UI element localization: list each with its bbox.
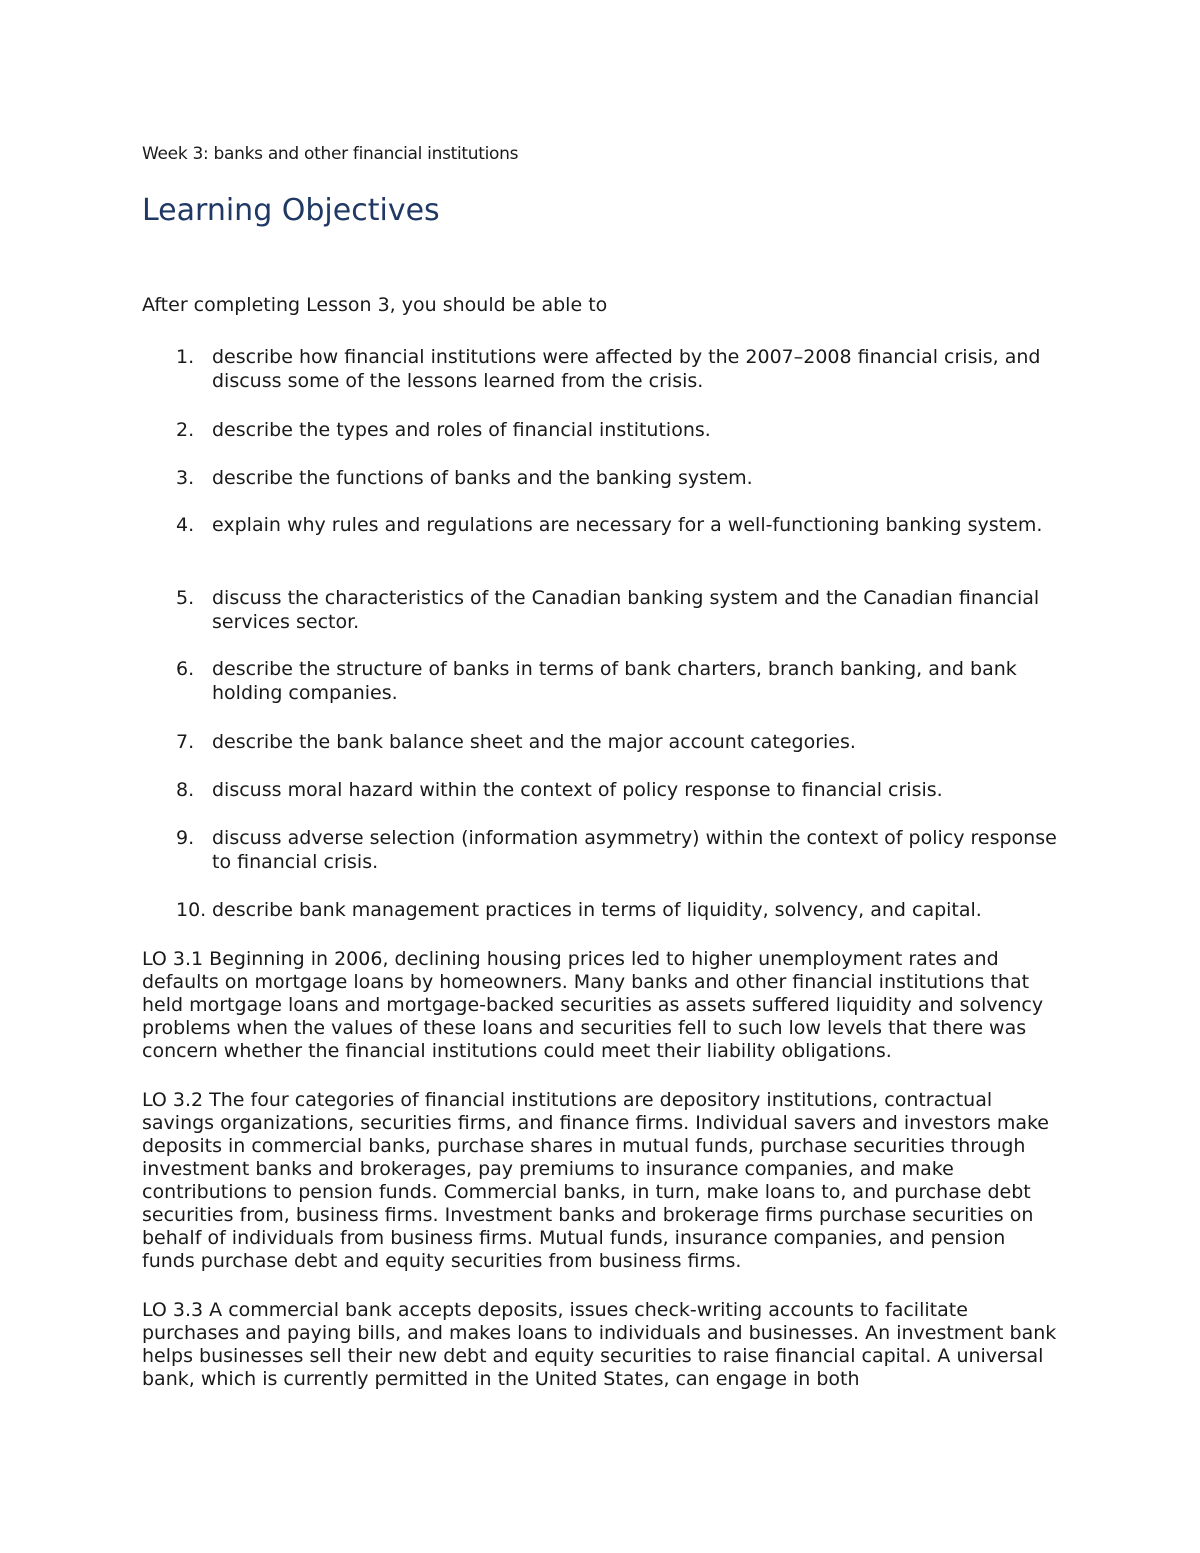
objective-text: describe how financial institutions were affected by the 2007–2008 financial crisis, and discuss some of the lessons learned from the crisis. (212, 346, 1041, 392)
intro-text: After completing Lesson 3, you should be able to (142, 294, 608, 316)
objective-number: 3. (176, 467, 195, 489)
week-header: Week 3: banks and other financial institutions (142, 144, 519, 164)
objective-text: discuss moral hazard within the context of policy response to financial crisis. (212, 779, 943, 801)
objective-number: 8. (176, 779, 195, 801)
objective-text: describe the bank balance sheet and the major account categories. (212, 731, 856, 753)
lo-paragraph: LO 3.2 The four categories of financial institutions are depository institutions, contractual savings organizations, securities firms, and finance firms. Individual savers and investors make deposits in commercial banks, purchase shares in mutual funds, purchase securities through investment banks and brokerages, pay premiums to insurance companies, and make contributions to pension funds. Commercial banks, in turn, make loans to, and purchase debt securities from, business firms. Investment banks and brokerage firms purchase securities on behalf of individuals from business firms. Mutual funds, insurance companies, and pension funds purchase debt and equity securities from business firms. (142, 1089, 1049, 1272)
objective-text: discuss adverse selection (information asymmetry) within the context of policy response to financial crisis. (212, 827, 1057, 873)
objective-number: 1. (176, 346, 195, 368)
objective-number: 7. (176, 731, 195, 753)
objective-text: explain why rules and regulations are necessary for a well-functioning banking system. (212, 514, 1043, 536)
page-title: Learning Objectives (142, 193, 440, 228)
objective-number: 10. (176, 899, 207, 921)
objective-text: describe the structure of banks in terms of bank charters, branch banking, and bank holding companies. (212, 658, 1017, 704)
objective-text: discuss the characteristics of the Canadian banking system and the Canadian financial services sector. (212, 587, 1040, 633)
objective-text: describe the functions of banks and the banking system. (212, 467, 753, 489)
objective-number: 9. (176, 827, 195, 849)
lo-paragraph: LO 3.1 Beginning in 2006, declining housing prices led to higher unemployment rates and defaults on mortgage loans by homeowners. Many banks and other financial institutions that held mortgage loans and mortgage-backed securities as assets suffered liquidity and solvency problems when the values of these loans and securities fell to such low levels that there was concern whether the financial institutions could meet their liability obligations. (142, 948, 1044, 1062)
objective-text: describe the types and roles of financial institutions. (212, 419, 711, 441)
objective-number: 6. (176, 658, 195, 680)
objective-number: 2. (176, 419, 195, 441)
objective-number: 5. (176, 587, 195, 609)
objective-text: describe bank management practices in terms of liquidity, solvency, and capital. (212, 899, 982, 921)
objective-number: 4. (176, 514, 195, 536)
lo-paragraph: LO 3.3 A commercial bank accepts deposits, issues check-writing accounts to facilitate purchases and paying bills, and makes loans to individuals and businesses. An investment bank helps businesses sell their new debt and equity securities to raise financial capital. A universal bank, which is currently permitted in the United States, can engage in both (142, 1299, 1057, 1390)
